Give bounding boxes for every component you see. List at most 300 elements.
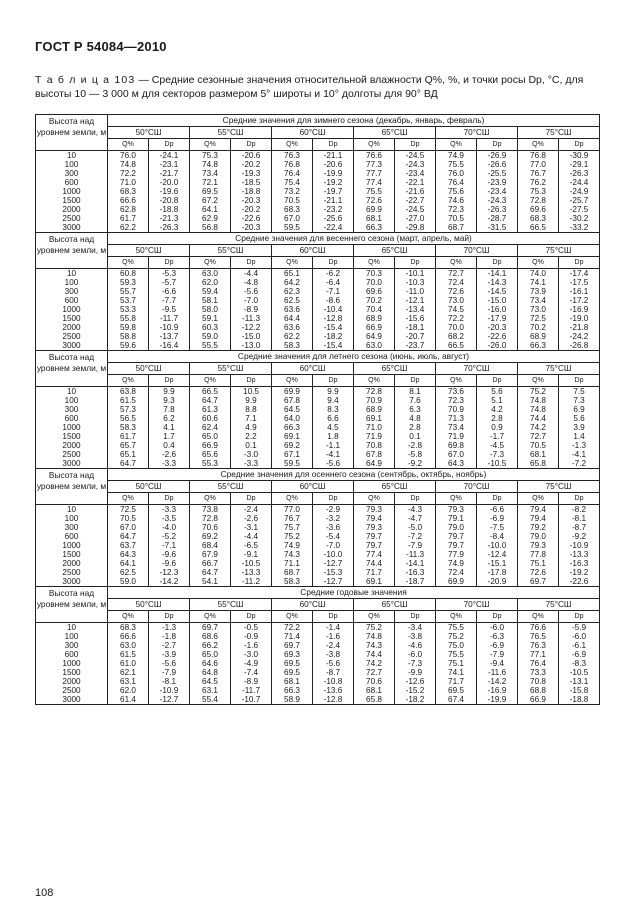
humidity-cell: 72.4	[436, 278, 477, 287]
dewpoint-header: Dp	[231, 257, 272, 269]
humidity-cell: 69.8	[436, 441, 477, 450]
humidity-cell: 68.1	[272, 677, 313, 686]
latitude-header: 75°СШ	[518, 245, 600, 257]
humidity-cell: 77.4	[354, 178, 395, 187]
humidity-cell: 65.8	[354, 695, 395, 705]
altitude-cell: 2000	[36, 205, 108, 214]
humidity-header: Q%	[272, 493, 313, 505]
dewpoint-cell: -29.8	[395, 223, 436, 233]
altitude-cell: 1500	[36, 668, 108, 677]
dewpoint-cell: -13.3	[559, 550, 600, 559]
humidity-header: Q%	[436, 139, 477, 151]
dewpoint-cell: -27.5	[559, 205, 600, 214]
dewpoint-cell: -9.6	[149, 550, 190, 559]
table-row	[36, 505, 600, 515]
dewpoint-cell: -26.8	[559, 341, 600, 351]
dewpoint-cell: -1.6	[231, 641, 272, 650]
altitude-cell: 2500	[36, 568, 108, 577]
quantity-header-row	[36, 139, 600, 151]
dewpoint-cell: -22.6	[231, 214, 272, 223]
dewpoint-cell: -3.0	[231, 450, 272, 459]
table-row	[36, 205, 600, 214]
humidity-cell: 69.7	[272, 641, 313, 650]
humidity-cell: 69.7	[518, 577, 559, 587]
humidity-cell: 58.0	[190, 305, 231, 314]
humidity-cell: 74.6	[436, 196, 477, 205]
latitude-header-row	[36, 599, 600, 611]
humidity-cell: 76.6	[518, 623, 559, 633]
humidity-cell: 79.0	[518, 532, 559, 541]
dewpoint-cell: -10.9	[149, 323, 190, 332]
table-row	[36, 223, 600, 233]
dewpoint-cell: -20.0	[149, 178, 190, 187]
latitude-header: 55°СШ	[190, 245, 272, 257]
latitude-header-row	[36, 127, 600, 139]
dewpoint-cell: -9.4	[477, 659, 518, 668]
humidity-cell: 68.3	[272, 205, 313, 214]
dewpoint-cell: -17.5	[559, 278, 600, 287]
dewpoint-cell: -4.8	[231, 278, 272, 287]
dewpoint-header: Dp	[313, 611, 354, 623]
latitude-header: 55°СШ	[190, 127, 272, 139]
dewpoint-cell: -24.5	[395, 205, 436, 214]
humidity-cell: 64.0	[272, 414, 313, 423]
humidity-header: Q%	[108, 611, 149, 623]
humidity-header: Q%	[190, 139, 231, 151]
dewpoint-cell: -4.6	[395, 641, 436, 650]
dewpoint-cell: -11.7	[231, 686, 272, 695]
dewpoint-cell: -23.2	[313, 205, 354, 214]
dewpoint-cell: 0.1	[231, 441, 272, 450]
humidity-cell: 79.1	[436, 514, 477, 523]
dewpoint-cell: -18.8	[559, 695, 600, 705]
dewpoint-cell: -6.3	[477, 632, 518, 641]
humidity-cell: 72.6	[436, 287, 477, 296]
section-title: Средние значения для весеннего сезона (март, апрель, май)	[108, 233, 600, 245]
dewpoint-cell: -2.7	[149, 641, 190, 650]
altitude-cell: 1000	[36, 305, 108, 314]
dewpoint-cell: -14.1	[477, 269, 518, 279]
dewpoint-cell: -26.0	[477, 341, 518, 351]
dewpoint-cell: -6.6	[477, 505, 518, 515]
humidity-cell: 77.7	[354, 169, 395, 178]
humidity-cell: 58.3	[108, 423, 149, 432]
humidity-cell: 72.4	[436, 568, 477, 577]
latitude-header: 65°СШ	[354, 481, 436, 493]
humidity-header: Q%	[190, 375, 231, 387]
humidity-cell: 68.7	[436, 223, 477, 233]
dewpoint-cell: -5.6	[313, 459, 354, 469]
humidity-cell: 70.2	[354, 296, 395, 305]
humidity-cell: 64.7	[108, 532, 149, 541]
table-row	[36, 523, 600, 532]
humidity-cell: 67.9	[190, 550, 231, 559]
humidity-cell: 64.5	[272, 405, 313, 414]
dewpoint-cell: -12.8	[313, 695, 354, 705]
latitude-header: 75°СШ	[518, 127, 600, 139]
dewpoint-cell: -24.4	[559, 178, 600, 187]
humidity-cell: 68.9	[518, 332, 559, 341]
humidity-cell: 54.1	[190, 577, 231, 587]
dewpoint-cell: -0.5	[231, 623, 272, 633]
table-row	[36, 677, 600, 686]
humidity-cell: 74.9	[436, 559, 477, 568]
humidity-cell: 62.5	[108, 568, 149, 577]
humidity-cell: 72.2	[436, 314, 477, 323]
dewpoint-header: Dp	[231, 375, 272, 387]
dewpoint-cell: 0.9	[477, 423, 518, 432]
humidity-cell: 77.4	[354, 550, 395, 559]
humidity-cell: 74.9	[436, 151, 477, 161]
humidity-cell: 69.1	[354, 577, 395, 587]
humidity-header: Q%	[190, 611, 231, 623]
dewpoint-cell: -28.7	[477, 214, 518, 223]
humidity-cell: 68.9	[354, 405, 395, 414]
latitude-header: 75°СШ	[518, 599, 600, 611]
humidity-cell: 64.3	[108, 550, 149, 559]
latitude-header: 60°СШ	[272, 481, 354, 493]
altitude-cell: 3000	[36, 341, 108, 351]
humidity-cell: 79.7	[436, 541, 477, 550]
latitude-header: 55°СШ	[190, 481, 272, 493]
table-row	[36, 187, 600, 196]
humidity-cell: 53.3	[108, 305, 149, 314]
altitude-cell: 100	[36, 160, 108, 169]
table-row	[36, 387, 600, 397]
dewpoint-cell: -6.4	[313, 278, 354, 287]
dewpoint-header: Dp	[149, 493, 190, 505]
dewpoint-cell: -4.1	[559, 450, 600, 459]
dewpoint-cell: -31.5	[477, 223, 518, 233]
humidity-cell: 71.1	[272, 559, 313, 568]
dewpoint-header: Dp	[559, 257, 600, 269]
dewpoint-cell: -19.9	[313, 169, 354, 178]
humidity-cell: 71.9	[354, 432, 395, 441]
humidity-cell: 68.2	[436, 332, 477, 341]
humidity-cell: 75.7	[272, 523, 313, 532]
humidity-cell: 71.0	[108, 178, 149, 187]
humidity-cell: 70.8	[518, 677, 559, 686]
humidity-cell: 56.8	[190, 223, 231, 233]
dewpoint-cell: -22.6	[559, 577, 600, 587]
altitude-cell: 3000	[36, 577, 108, 587]
latitude-header: 60°СШ	[272, 245, 354, 257]
dewpoint-cell: -4.5	[477, 441, 518, 450]
humidity-cell: 70.3	[354, 269, 395, 279]
dewpoint-cell: -4.3	[395, 505, 436, 515]
altitude-cell: 600	[36, 414, 108, 423]
altitude-cell: 10	[36, 269, 108, 279]
humidity-cell: 62.1	[108, 668, 149, 677]
table-label: Т а б л и ц а 103	[35, 74, 136, 86]
dewpoint-cell: -19.2	[313, 178, 354, 187]
dewpoint-cell: -9.6	[149, 559, 190, 568]
dewpoint-cell: -3.4	[395, 623, 436, 633]
table-row	[36, 441, 600, 450]
humidity-cell: 79.3	[354, 505, 395, 515]
latitude-header: 50°СШ	[108, 363, 190, 375]
humidity-cell: 68.1	[354, 214, 395, 223]
dewpoint-cell: -5.6	[149, 659, 190, 668]
dewpoint-cell: -6.6	[149, 287, 190, 296]
dewpoint-cell: -5.2	[149, 532, 190, 541]
humidity-header: Q%	[108, 375, 149, 387]
dewpoint-cell: 0.1	[395, 432, 436, 441]
dewpoint-cell: 4.1	[149, 423, 190, 432]
humidity-cell: 74.2	[354, 659, 395, 668]
dewpoint-cell: -20.8	[149, 196, 190, 205]
humidity-cell: 70.9	[436, 405, 477, 414]
dewpoint-cell: -3.8	[395, 632, 436, 641]
humidity-cell: 73.2	[272, 187, 313, 196]
dewpoint-cell: -15.8	[559, 686, 600, 695]
dewpoint-cell: 4.8	[395, 414, 436, 423]
humidity-cell: 67.0	[436, 450, 477, 459]
altitude-cell: 600	[36, 532, 108, 541]
dewpoint-cell: -12.3	[149, 568, 190, 577]
dewpoint-cell: -26.6	[477, 160, 518, 169]
humidity-cell: 70.6	[354, 677, 395, 686]
humidity-header: Q%	[518, 375, 559, 387]
humidity-cell: 70.5	[108, 514, 149, 523]
dewpoint-cell: -20.3	[231, 196, 272, 205]
humidity-header: Q%	[436, 611, 477, 623]
dewpoint-cell: -24.5	[395, 151, 436, 161]
humidity-cell: 64.7	[190, 568, 231, 577]
dewpoint-cell: -3.3	[231, 459, 272, 469]
dewpoint-cell: 3.9	[559, 423, 600, 432]
dewpoint-cell: -18.2	[313, 332, 354, 341]
table-body	[36, 115, 600, 705]
altitude-cell: 2500	[36, 214, 108, 223]
dewpoint-cell: -2.8	[395, 441, 436, 450]
dewpoint-cell: -10.7	[231, 695, 272, 705]
table-caption	[35, 73, 600, 101]
dewpoint-cell: 0.4	[149, 441, 190, 450]
dewpoint-header: Dp	[313, 257, 354, 269]
humidity-cell: 76.4	[272, 169, 313, 178]
humidity-header: Q%	[272, 139, 313, 151]
dewpoint-header: Dp	[477, 257, 518, 269]
humidity-cell: 76.4	[518, 659, 559, 668]
humidity-cell: 75.3	[518, 187, 559, 196]
humidity-cell: 66.3	[518, 341, 559, 351]
humidity-cell: 69.9	[354, 205, 395, 214]
humidity-cell: 74.8	[354, 632, 395, 641]
humidity-cell: 79.3	[436, 505, 477, 515]
dewpoint-cell: -20.7	[395, 332, 436, 341]
dewpoint-cell: 1.8	[313, 432, 354, 441]
altitude-cell: 600	[36, 650, 108, 659]
dewpoint-cell: -24.2	[559, 332, 600, 341]
dewpoint-cell: 2.8	[395, 423, 436, 432]
dewpoint-cell: -23.4	[477, 187, 518, 196]
table-row	[36, 178, 600, 187]
table-row	[36, 214, 600, 223]
dewpoint-cell: -7.9	[149, 668, 190, 677]
table-row	[36, 650, 600, 659]
humidity-header: Q%	[354, 139, 395, 151]
dewpoint-cell: -16.0	[477, 305, 518, 314]
dewpoint-cell: -19.2	[559, 568, 600, 577]
height-column-header: Высота над уровнем земли, м	[36, 587, 108, 623]
latitude-header: 70°СШ	[436, 599, 518, 611]
dewpoint-cell: -21.8	[559, 323, 600, 332]
dewpoint-cell: -20.6	[231, 151, 272, 161]
humidity-cell: 79.4	[518, 505, 559, 515]
humidity-cell: 79.7	[354, 541, 395, 550]
dewpoint-cell: -12.8	[313, 314, 354, 323]
dewpoint-cell: -11.3	[395, 550, 436, 559]
humidity-cell: 73.4	[436, 423, 477, 432]
humidity-cell: 55.5	[190, 341, 231, 351]
humidity-cell: 61.5	[108, 650, 149, 659]
humidity-cell: 64.9	[354, 459, 395, 469]
humidity-cell: 74.4	[354, 650, 395, 659]
humidity-cell: 65.8	[518, 459, 559, 469]
latitude-header: 50°СШ	[108, 481, 190, 493]
section-title-row	[36, 587, 600, 599]
humidity-cell: 69.9	[272, 387, 313, 397]
altitude-cell: 600	[36, 296, 108, 305]
dewpoint-cell: -8.3	[559, 659, 600, 668]
humidity-cell: 58.1	[190, 296, 231, 305]
humidity-cell: 61.7	[108, 432, 149, 441]
humidity-cell: 65.1	[108, 450, 149, 459]
dewpoint-cell: -3.3	[149, 505, 190, 515]
table-row	[36, 450, 600, 459]
altitude-cell: 2500	[36, 686, 108, 695]
humidity-header: Q%	[518, 611, 559, 623]
page-number: 108	[35, 887, 54, 899]
dewpoint-cell: -9.9	[395, 668, 436, 677]
humidity-cell: 64.1	[190, 205, 231, 214]
dewpoint-cell: -16.9	[559, 305, 600, 314]
latitude-header-row	[36, 481, 600, 493]
humidity-cell: 68.3	[518, 214, 559, 223]
dewpoint-cell: -11.2	[231, 577, 272, 587]
humidity-cell: 68.1	[518, 450, 559, 459]
humidity-cell: 69.5	[272, 668, 313, 677]
humidity-cell: 77.3	[354, 160, 395, 169]
height-column-header: Высота над уровнем земли, м	[36, 233, 108, 269]
humidity-cell: 68.1	[354, 686, 395, 695]
dewpoint-cell: -7.7	[149, 296, 190, 305]
humidity-cell: 70.0	[436, 323, 477, 332]
humidity-cell: 59.0	[108, 577, 149, 587]
document-header: ГОСТ Р 54084—2010	[35, 39, 167, 54]
dewpoint-cell: -8.6	[313, 296, 354, 305]
dewpoint-cell: -30.9	[559, 151, 600, 161]
dewpoint-cell: -12.1	[395, 296, 436, 305]
dewpoint-cell: -15.3	[313, 568, 354, 577]
dewpoint-header: Dp	[395, 611, 436, 623]
dewpoint-cell: -0.9	[231, 632, 272, 641]
dewpoint-cell: -24.3	[477, 196, 518, 205]
dewpoint-cell: -6.1	[559, 641, 600, 650]
dewpoint-cell: -7.9	[395, 541, 436, 550]
humidity-cell: 66.9	[190, 441, 231, 450]
humidity-cell: 74.8	[518, 405, 559, 414]
dewpoint-cell: -13.7	[149, 332, 190, 341]
table-row	[36, 196, 600, 205]
humidity-cell: 72.1	[190, 178, 231, 187]
humidity-cell: 68.6	[190, 632, 231, 641]
dewpoint-cell: -6.0	[559, 632, 600, 641]
humidity-cell: 59.5	[272, 459, 313, 469]
humidity-cell: 75.5	[436, 650, 477, 659]
latitude-header: 55°СШ	[190, 363, 272, 375]
humidity-cell: 72.7	[518, 432, 559, 441]
dewpoint-cell: -5.0	[395, 523, 436, 532]
humidity-cell: 77.8	[518, 550, 559, 559]
humidity-cell: 68.9	[354, 314, 395, 323]
dewpoint-cell: -12.7	[149, 695, 190, 705]
dewpoint-header: Dp	[477, 375, 518, 387]
dewpoint-cell: 7.1	[231, 414, 272, 423]
humidity-cell: 63.8	[108, 387, 149, 397]
humidity-cell: 66.2	[190, 641, 231, 650]
latitude-header: 70°СШ	[436, 245, 518, 257]
humidity-header: Q%	[190, 257, 231, 269]
altitude-cell: 2500	[36, 450, 108, 459]
humidity-cell: 71.9	[436, 432, 477, 441]
table-row	[36, 668, 600, 677]
humidity-cell: 55.4	[190, 695, 231, 705]
humidity-cell: 76.7	[272, 514, 313, 523]
dewpoint-cell: -3.3	[149, 459, 190, 469]
altitude-cell: 10	[36, 623, 108, 633]
dewpoint-cell: -20.2	[231, 205, 272, 214]
dewpoint-cell: 9.3	[149, 396, 190, 405]
humidity-cell: 76.4	[436, 178, 477, 187]
humidity-cell: 61.3	[190, 405, 231, 414]
humidity-cell: 62.4	[190, 423, 231, 432]
dewpoint-header: Dp	[477, 139, 518, 151]
latitude-header: 60°СШ	[272, 363, 354, 375]
dewpoint-cell: -12.7	[313, 577, 354, 587]
latitude-header: 70°СШ	[436, 481, 518, 493]
humidity-cell: 67.1	[272, 450, 313, 459]
table-row	[36, 568, 600, 577]
table-row	[36, 559, 600, 568]
altitude-cell: 1000	[36, 423, 108, 432]
humidity-cell: 74.3	[354, 641, 395, 650]
table-row	[36, 269, 600, 279]
dewpoint-cell: -10.5	[231, 559, 272, 568]
dewpoint-cell: -5.3	[149, 269, 190, 279]
humidity-cell: 69.1	[354, 414, 395, 423]
humidity-cell: 53.7	[108, 296, 149, 305]
altitude-cell: 1500	[36, 550, 108, 559]
dewpoint-cell: -24.9	[559, 187, 600, 196]
quantity-header-row	[36, 611, 600, 623]
humidity-cell: 66.3	[272, 686, 313, 695]
humidity-cell: 70.5	[272, 196, 313, 205]
dewpoint-cell: -6.0	[395, 650, 436, 659]
dewpoint-cell: -18.1	[395, 323, 436, 332]
humidity-cell: 75.5	[354, 187, 395, 196]
latitude-header: 65°СШ	[354, 245, 436, 257]
caption-text: — Средние сезонные значения относительной влажности Q%, %, и точки росы Dp, °С, для высоты 10 — 3 000 м для секторов размером 5° широты и 10° долготы для 90° ВД	[35, 74, 584, 100]
dewpoint-cell: -26.3	[149, 223, 190, 233]
humidity-cell: 59.5	[272, 223, 313, 233]
humidity-header: Q%	[108, 493, 149, 505]
humidity-cell: 63.7	[108, 541, 149, 550]
humidity-cell: 75.2	[436, 632, 477, 641]
table-row	[36, 659, 600, 668]
dewpoint-cell: -4.4	[231, 532, 272, 541]
